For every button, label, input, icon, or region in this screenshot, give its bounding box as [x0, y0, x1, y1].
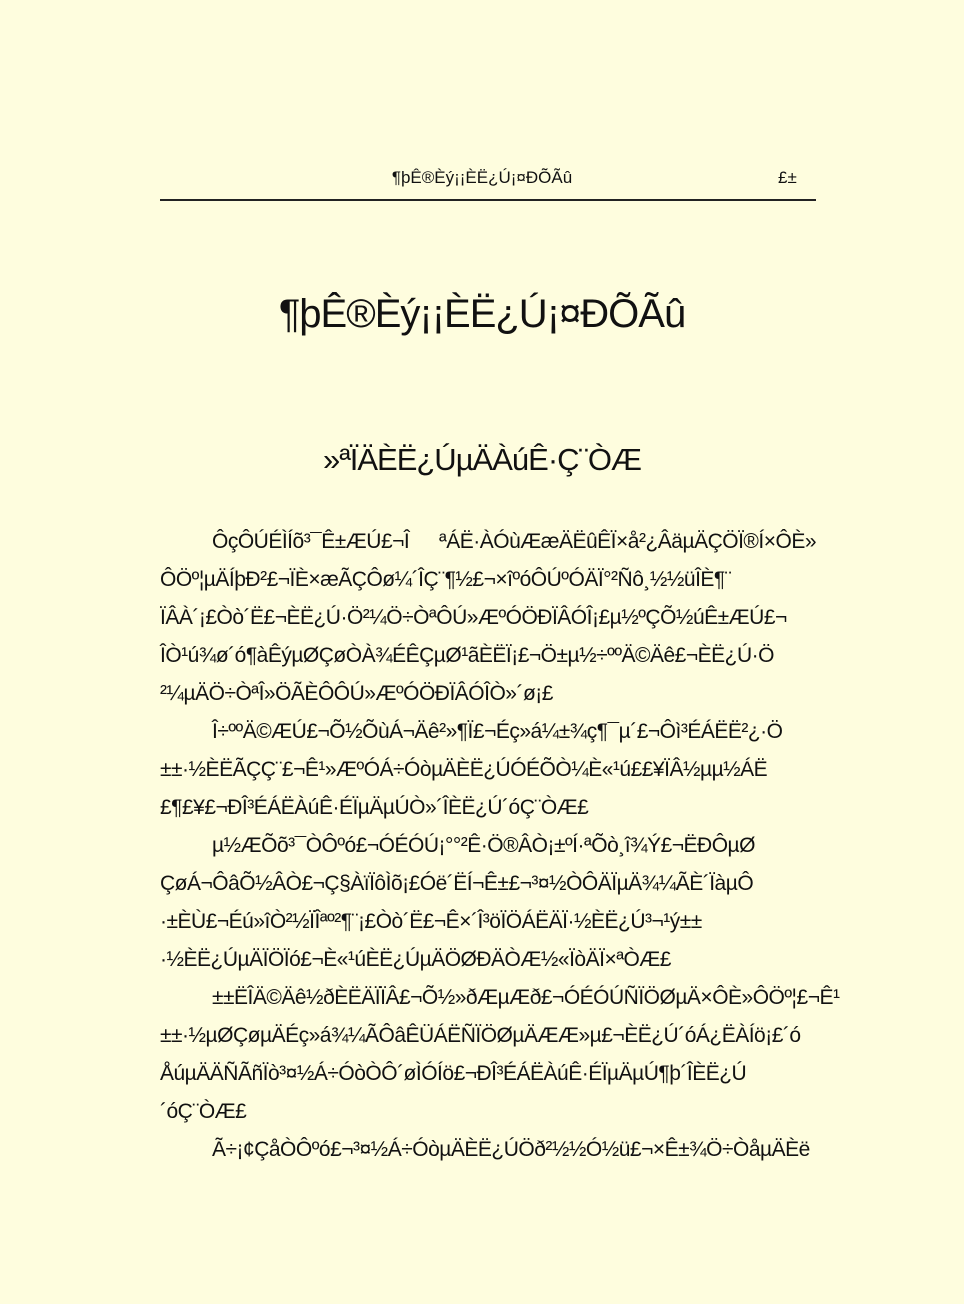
chapter-title: ¶þÊ®Èý¡¡ÈË¿Ú¡¤ÐÕÃû: [278, 292, 686, 336]
text-line: ´óÇ¨ÒÆ£: [160, 1100, 247, 1123]
text-line: ±±·½ÈËÃÇÇ¨£¬Ê¹»ÆºÓÁ÷ÓòµÄÈË¿ÚÓÉÕÒ¼È«¹ú££¥ÏÂ½µµ½ÁË: [160, 758, 768, 781]
text-line: ÔçÔÚÉÌÍõ³¯Ê±ÆÚ£¬Î ªÁË·ÀÓùÆæÄËûÊÏ×å²¿ÂäµÄÇÖÏ®Í×ÔÈ»: [212, 530, 816, 553]
text-line: ·±ÈÙ£¬Éú»îÒ²½ÏÎªº²¶¨¡£Òò´Ë£¬Ê×´Î³öÏÖÁËÄÏ·½ÈË¿Ú³¬¹ý±±: [160, 910, 702, 933]
text-line: ²¼µÄÖ÷ÒªÎ»ÖÃÈÔÔÚ»ÆºÓÖÐÏÂÓÎÒ»´ø¡£: [160, 682, 553, 705]
text-line: Î÷ººÄ©ÆÚ£¬Õ½ÕùÁ¬Äê²»¶Ï£¬Éç»á¼±¾ç¶¯µ´£¬Ôì³ÉÁËË²¿·Ö: [212, 720, 783, 743]
text-line: ÎÒ¹ú¾ø´ó¶àÊýµØÇøÒÀ¾ÉÊÇµØ¹ãÈËÏ¡£¬Ö±µ½÷ººÄ©Äê£¬ÈË¿Ú·Ö: [160, 644, 774, 667]
text-line: ÏÂÀ´¡£Òò´Ë£¬ÈË¿Ú·Ö²¼Ö÷ÒªÔÚ»ÆºÓÖÐÏÂÓÎ¡£µ½ºÇÕ½úÊ±ÆÚ£¬: [160, 606, 787, 629]
text-line: ÅúµÄÄÑÃñÏò³¤½Á÷ÓòÒÔ´øÌÓÍö£¬ÐÎ³ÉÁËÀúÊ·ÉÏµÄµÚ¶þ´ÎÈË¿Ú: [160, 1062, 747, 1085]
text-line: Ã÷¡¢ÇåÒÔºó£¬³¤½Á÷ÓòµÄÈË¿ÚÖð²½½Ó½ü£¬×Ê±¾Ö÷ÒåµÄÈë: [212, 1138, 810, 1161]
section-title: »ªÏÄÈË¿ÚµÄÀúÊ·Ç¨ÒÆ: [323, 442, 641, 477]
header-rule: [160, 199, 816, 201]
text-line: ±±·½µØÇøµÄÉç»á¾¼ÃÔâÊÜÁËÑÏÖØµÄÆÆ»µ£¬ÈË¿Ú´óÁ¿ËÀÍö¡£´ó: [160, 1024, 801, 1047]
text-line: £¶£¥£¬ÐÎ³ÉÁËÀúÊ·ÉÏµÄµÚÒ»´ÎÈË¿Ú´óÇ¨ÒÆ£: [160, 796, 589, 819]
running-title: ¶þÊ®Èý¡¡ÈË¿Ú¡¤ÐÕÃû: [391, 168, 573, 187]
text-line: ±±ËÎÄ©Äê½ðÈËÄÏÏÂ£¬Õ½»ðÆµÆð£¬ÓÉÓÚÑÏÖØµÄ×ÔÈ»ÔÖº¦£¬Ê¹: [212, 986, 840, 1009]
body-text: [160, 523, 840, 1169]
text-line: ÇøÁ¬ÔâÕ½ÂÒ£¬Ç§ÀïÏôÌõ¡£Óë´ËÍ¬Ê±£¬³¤½ÒÔÄÏµÄ¾¼ÃÈ´ÏàµÔ: [160, 872, 754, 895]
page-number: £±: [778, 168, 797, 187]
text-line: µ½ÆÕõ³¯ÒÔºó£¬ÓÉÓÚ¡°°²Ê·Ö®ÂÒ¡±ºÍ·ªÕò¸î¾Ý£¬ËÐÔµØ: [212, 834, 755, 857]
text-line: ÔÖº¦µÄÍþÐ²£¬ÏÈ×æÃÇÔø¼´ÎÇ¨¶½£¬×îºóÔÚºÓÄÏ°²Ñô¸½½üÎÈ¶¨: [160, 568, 732, 591]
text-line: ·½ÈË¿ÚµÄÏÖÏó£¬È«¹úÈË¿ÚµÄÖØÐÄÒÆ½«ÏòÄÏ×ªÒÆ£: [160, 948, 671, 971]
